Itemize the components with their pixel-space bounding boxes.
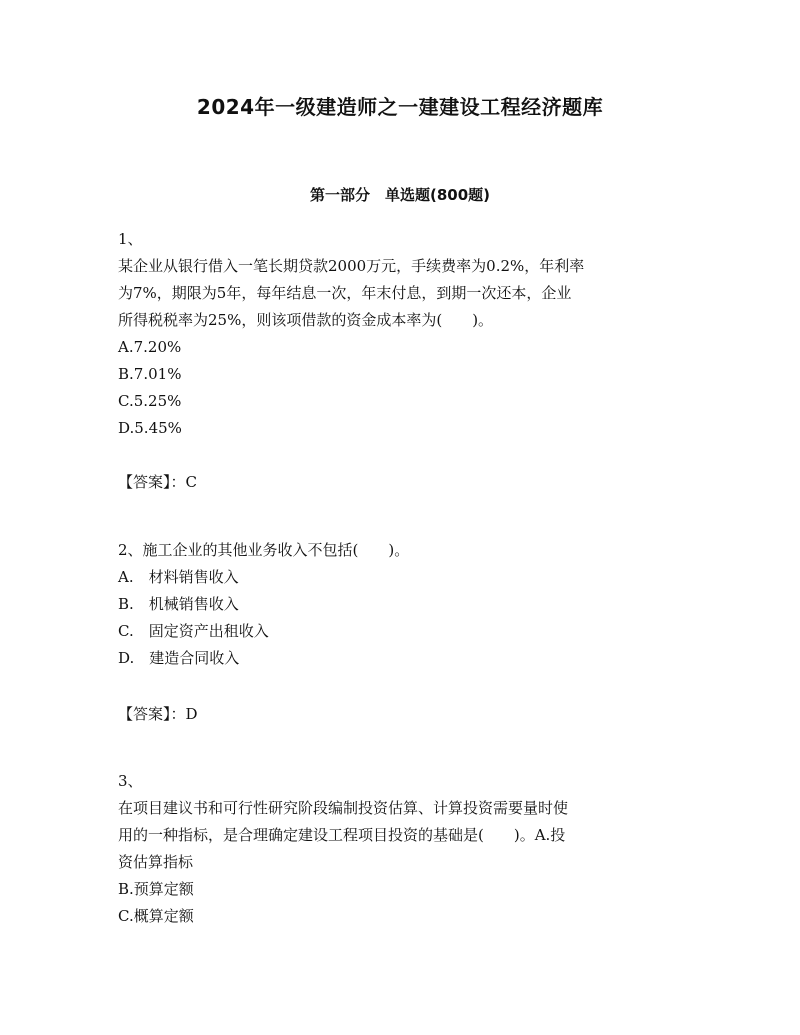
question-1-answer: 【答案】：C [118,473,197,491]
question-1-stem-line-3: 所得税税率为25%，则该项借款的资金成本率为( )。 [118,311,494,329]
question-2-answer: 【答案】：D [118,705,198,723]
section-title: 第一部分 单选题(800题) [309,186,491,204]
question-1-stem-line-1: 某企业从银行借入一笔长期贷款2000万元，手续费率为0.2%，年利率 [118,257,585,275]
question-1-option-c: C.5.25% [118,392,182,410]
question-1-option-d: D.5.45% [118,419,182,437]
question-2-option-b: B. 机械销售收入 [118,595,239,613]
document-title: 2024年一级建造师之一建建设工程经济题库 [196,95,604,119]
question-3-stem-line-1: 在项目建议书和可行性研究阶段编制投资估算、计算投资需要量时使 [118,799,569,817]
question-2-stem: 2、施工企业的其他业务收入不包括( )。 [118,541,410,559]
question-2-option-c: C. 固定资产出租收入 [118,622,269,640]
question-1-option-a: A.7.20% [118,338,182,356]
question-1-number: 1、 [118,230,143,248]
question-1-option-b: B.7.01% [118,365,182,383]
question-2-option-d: D. 建造合同收入 [118,649,240,667]
question-3-option-c: C.概算定额 [118,907,194,925]
question-3-option-b: B.预算定额 [118,880,194,898]
question-1-stem-line-2: 为7%，期限为5年，每年结息一次，年末付息，到期一次还本，企业 [118,284,572,302]
question-3-stem-line-3: 资估算指标 [118,853,194,871]
question-2-option-a: A. 材料销售收入 [118,568,239,586]
question-3-stem-line-2: 用的一种指标，是合理确定建设工程项目投资的基础是( )。A.投 [118,826,566,844]
question-3-number: 3、 [118,772,143,790]
